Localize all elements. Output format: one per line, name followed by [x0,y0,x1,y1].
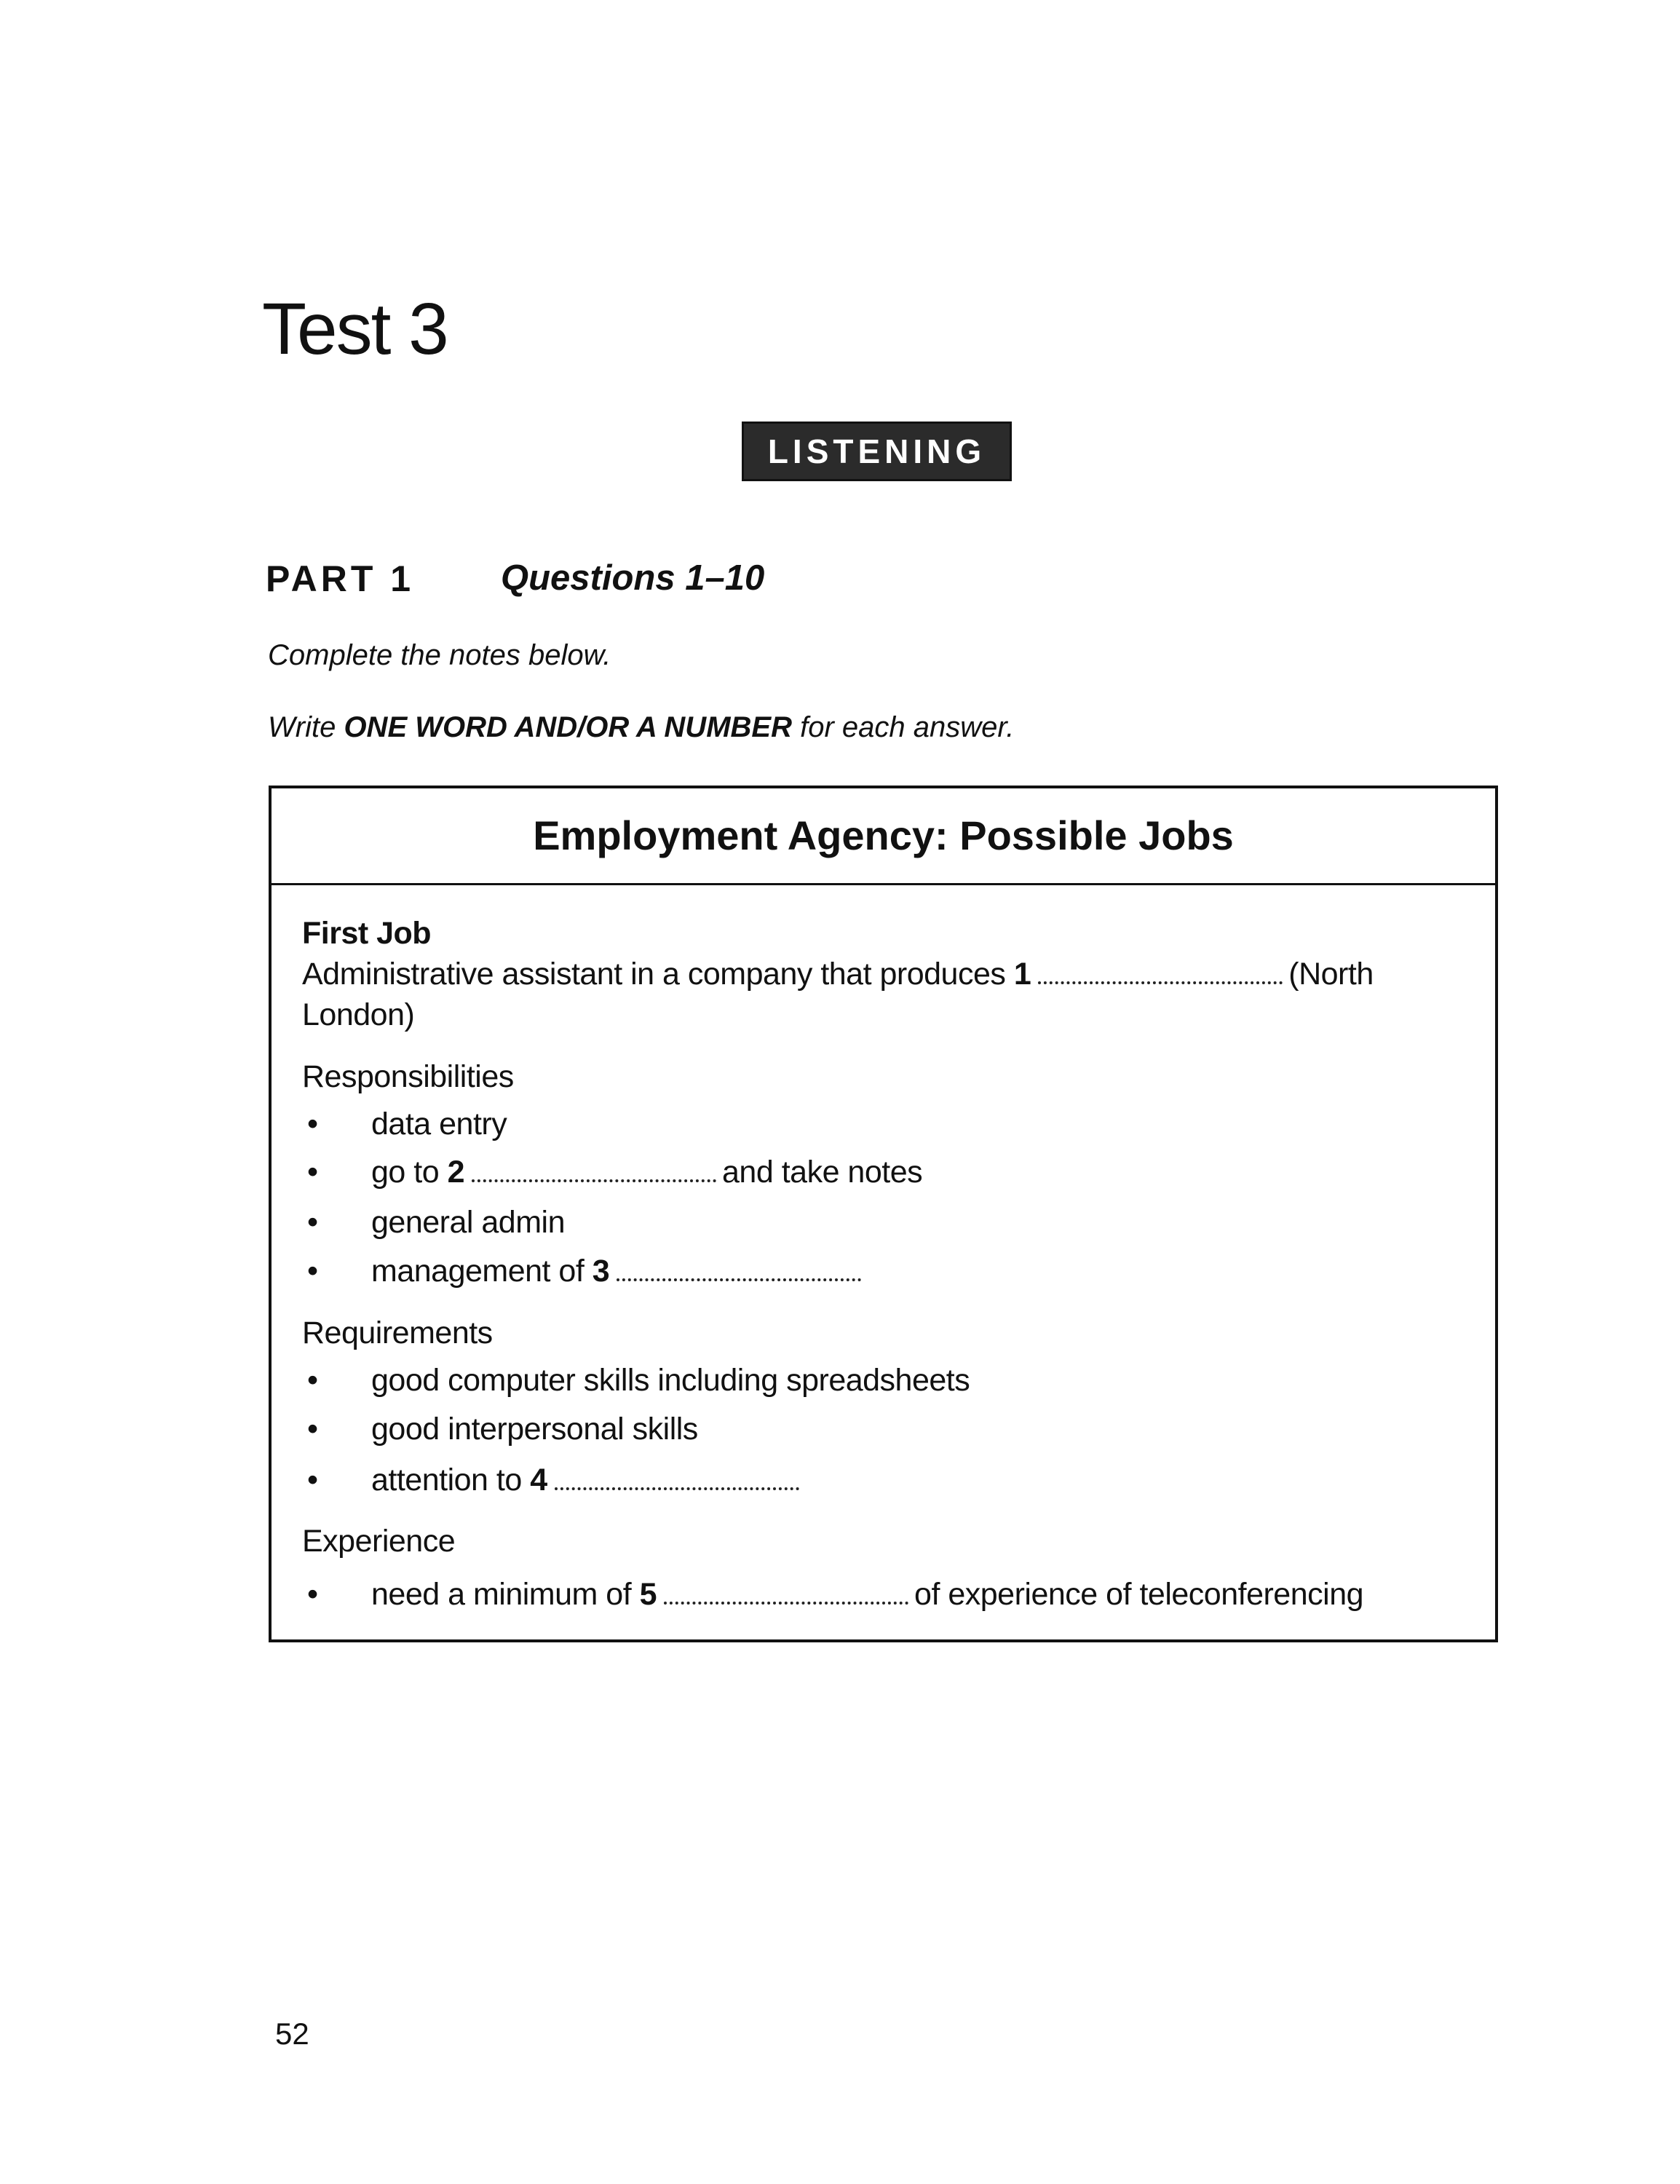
q5-number: 5 [639,1577,657,1612]
bullet: • [307,1363,319,1398]
req-3-prefix: attention to [371,1463,522,1497]
req-attention [371,1463,805,1498]
resp-4-prefix: management of [371,1254,585,1289]
admin-text: Administrative assistant in a company that produces [302,957,1006,992]
q3-number: 3 [592,1254,610,1289]
listening-badge: LISTENING [742,422,1012,481]
bullet: • [307,1205,319,1240]
instruction-bold: ONE WORD AND/OR A NUMBER [344,711,792,743]
bullet: • [307,1155,319,1190]
admin-line [302,957,1374,992]
req-computer-skills: good computer skills including spreadsheets [371,1363,970,1398]
page-number: 52 [275,2017,309,2051]
resp-go-to [371,1155,922,1190]
admin-suffix: (North [1288,957,1374,992]
answer-blank-5[interactable] [664,1594,908,1605]
exp-prefix: need a minimum of [371,1577,632,1612]
instruction-write [268,711,1014,744]
q4-number: 4 [530,1463,547,1497]
experience-heading: Experience [302,1524,456,1559]
resp-data-entry: data entry [371,1107,507,1142]
test-title: Test 3 [262,288,448,370]
resp-management [371,1254,867,1289]
req-interpersonal: good interpersonal skills [371,1412,698,1447]
bullet: • [307,1107,319,1142]
requirements-heading: Requirements [302,1315,493,1350]
part-label: PART 1 [266,558,415,599]
exp-suffix: of experience of teleconferencing [914,1577,1364,1612]
first-job-heading: First Job [302,916,432,951]
bullet: • [307,1412,319,1447]
q1-number: 1 [1013,957,1031,992]
exp-minimum [371,1577,1363,1613]
instruction-suffix: for each answer. [791,711,1015,743]
bullet: • [307,1254,319,1289]
answer-blank-3[interactable] [617,1271,861,1281]
answer-blank-1[interactable] [1038,974,1283,984]
notes-title: Employment Agency: Possible Jobs [533,812,1234,858]
answer-blank-4[interactable] [555,1480,799,1490]
bullet: • [307,1577,319,1612]
resp-general-admin: general admin [371,1205,566,1240]
questions-range: Questions 1–10 [501,558,765,598]
admin-line-2: London) [302,997,415,1032]
q2-number: 2 [447,1155,465,1190]
notes-divider [269,883,1498,885]
resp-2-prefix: go to [371,1155,440,1190]
instruction-prefix: Write [268,711,344,743]
instruction-complete: Complete the notes below. [268,639,611,671]
answer-blank-2[interactable] [472,1172,716,1182]
resp-2-suffix: and take notes [722,1155,923,1190]
responsibilities-heading: Responsibilities [302,1059,514,1094]
bullet: • [307,1463,319,1497]
